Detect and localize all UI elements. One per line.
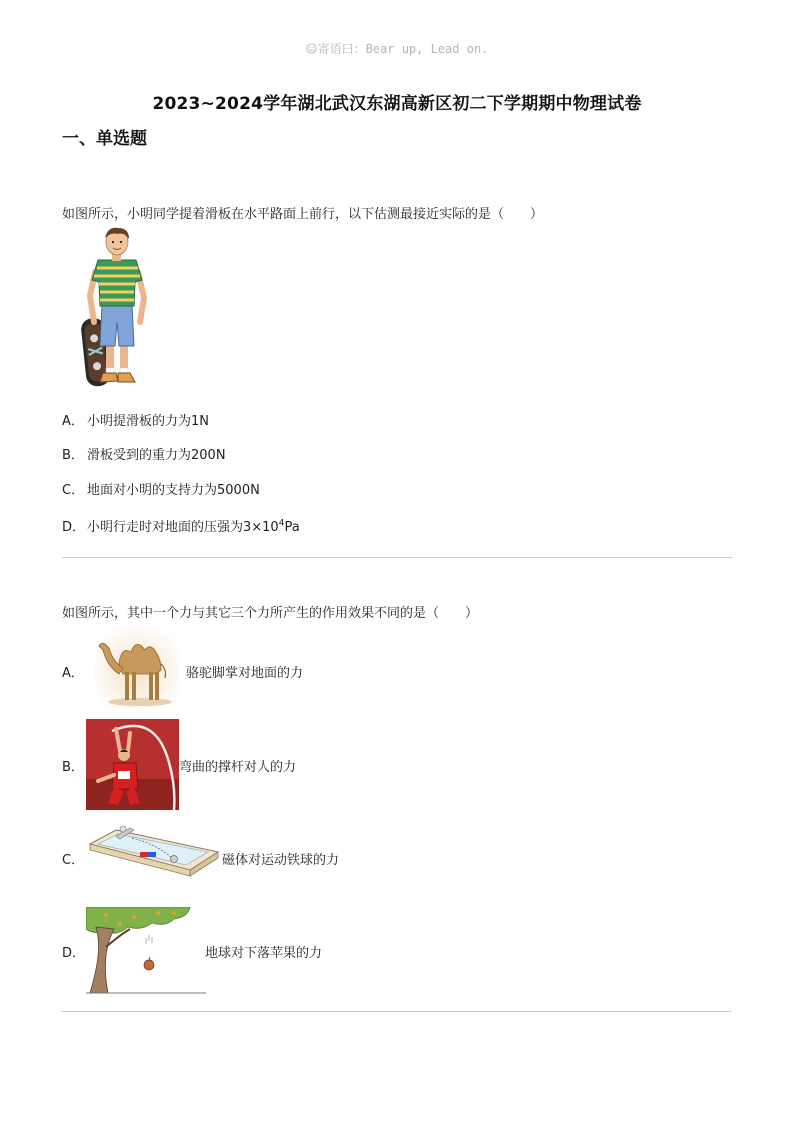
option-text: 小明行走时对地面的压强为3×10 [87, 520, 279, 535]
option-letter: C． [62, 483, 85, 498]
question-1-option-d[interactable] [62, 516, 300, 535]
option-unit: Pa [284, 520, 300, 535]
page-title: 2023~2024学年湖北武汉东湖高新区初二下学期期中物理试卷 [152, 94, 642, 114]
option-text: 地面对小明的支持力为5000N [87, 483, 260, 498]
section-heading: 一、单选题 [62, 129, 147, 149]
option-letter: A． [62, 414, 84, 429]
question-2-option-b-text[interactable]: 弯曲的撑杆对人的力 [179, 760, 297, 775]
option-letter: B． [62, 448, 84, 463]
option-exponent: 4 [278, 518, 285, 529]
question-2-option-a-text[interactable]: 骆驼脚掌对地面的力 [186, 666, 304, 681]
question-2-option-c-text[interactable]: 磁体对运动铁球的力 [222, 853, 340, 868]
smiley-icon [306, 43, 317, 54]
question-2-option-d-text[interactable]: 地球对下落苹果的力 [205, 946, 323, 961]
question-1-option-c[interactable] [62, 479, 260, 498]
question-2-option-a-letter[interactable]: A． [62, 666, 84, 681]
option-letter: D． [62, 520, 86, 535]
boy-with-skateboard-illustration [78, 226, 150, 391]
question-2-option-c-letter[interactable]: C． [62, 853, 85, 868]
option-text: 小明提滑板的力为1N [87, 414, 209, 429]
pole-vaulter-photo [86, 719, 179, 810]
question-2-option-b-letter[interactable]: B． [62, 760, 84, 775]
option-text: 滑板受到的重力为200N [87, 448, 226, 463]
apple-tree [86, 907, 206, 995]
question-2-stem: 如图所示，其中一个力与其它三个力所产生的作用效果不同的是（ ） [62, 606, 479, 621]
camel-photo [95, 626, 180, 708]
question-2-option-d-letter[interactable]: D． [62, 946, 86, 961]
question-divider [62, 1011, 732, 1012]
question-divider [62, 557, 732, 558]
question-1-option-b[interactable] [62, 444, 226, 463]
question-1-stem: 如图所示，小明同学提着滑板在水平路面上前行，以下估测最接近实际的是（ ） [62, 207, 544, 222]
question-1-option-a[interactable] [62, 410, 209, 429]
motto-text: 寄语曰：Bear up, Lead on. [317, 42, 489, 56]
motto-line [0, 40, 794, 57]
magnet-iron-ball-table [86, 822, 222, 878]
